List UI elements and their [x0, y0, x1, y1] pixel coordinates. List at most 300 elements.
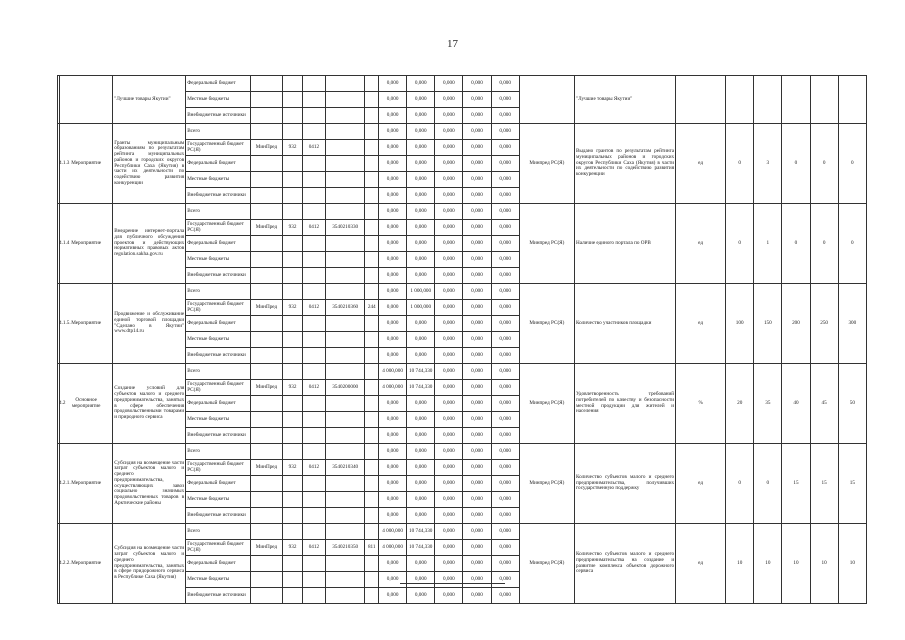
target-article-empty: [325, 476, 365, 492]
section-code-empty: [302, 428, 325, 444]
admin-code-empty: [283, 188, 303, 204]
footnote-separator: [400, 583, 505, 584]
funding-value: 0,000: [435, 444, 463, 460]
funding-value: 0,000: [435, 284, 463, 300]
section-code: 0412: [302, 300, 325, 316]
responsible: Минпред РС(Я): [519, 124, 574, 204]
expense-type-empty: [365, 588, 379, 604]
admin-code-empty: [283, 252, 303, 268]
funding-value: 0,000: [379, 316, 407, 332]
section-code: 0412: [302, 460, 325, 476]
funding-value: 0,000: [407, 252, 435, 268]
activity-name: Субсидия на возмещение части затрат субъектов малого и среднего предпринимательства, занятых в сфере придорожного сервиса в Республике Саха (Якутия): [113, 524, 186, 604]
funding-value: 0,000: [435, 252, 463, 268]
funding-value: 0,000: [491, 444, 519, 460]
funding-value: 0,000: [491, 156, 519, 172]
executor-empty: [250, 572, 282, 588]
admin-code-empty: [283, 588, 303, 604]
funding-value: 0,000: [491, 380, 519, 396]
admin-code-empty: [283, 332, 303, 348]
expense-type: 244: [365, 300, 379, 316]
executor-empty: [250, 524, 282, 540]
expense-type-empty: [365, 396, 379, 412]
funding-value: 0,000: [463, 364, 491, 380]
funding-value: 0,000: [463, 380, 491, 396]
expense-type-empty: [365, 188, 379, 204]
indicator-name: Наличие единого портала по ОРВ: [574, 204, 675, 284]
program-table: [57, 75, 867, 604]
executor-empty: [250, 476, 282, 492]
section-code-empty: [302, 492, 325, 508]
target-article-empty: [325, 172, 365, 188]
target-article-empty: [325, 524, 365, 540]
section-code-empty: [302, 316, 325, 332]
target-article: [325, 76, 365, 92]
funding-value: 0,000: [435, 380, 463, 396]
funding-value: 4 000,000: [379, 540, 407, 556]
funding-source: Федеральный бюджет: [186, 156, 251, 172]
funding-value: 0,000: [435, 364, 463, 380]
funding-value: 0,000: [379, 284, 407, 300]
funding-value: 0,000: [379, 396, 407, 412]
funding-source: Всего: [186, 204, 251, 220]
funding-value: 0,000: [379, 188, 407, 204]
target-article-empty: [325, 268, 365, 284]
funding-value: 0,000: [379, 76, 407, 92]
indicator-value: 1: [754, 204, 782, 284]
funding-value: 0,000: [463, 124, 491, 140]
section-code-empty: [302, 204, 325, 220]
indicator-unit: %: [676, 364, 726, 444]
executor-empty: [250, 188, 282, 204]
funding-source: Федеральный бюджет: [186, 236, 251, 252]
admin-code-empty: [283, 556, 303, 572]
funding-value: 0,000: [435, 140, 463, 156]
expense-type: [365, 92, 379, 108]
funding-value: 0,000: [491, 364, 519, 380]
expense-type-empty: [365, 524, 379, 540]
indicator-value: 0: [810, 204, 838, 284]
expense-type-empty: [365, 492, 379, 508]
section-code-empty: [302, 348, 325, 364]
admin-code-empty: [283, 156, 303, 172]
indicator-value: 300: [838, 284, 866, 364]
funding-value: 0,000: [379, 332, 407, 348]
expense-type-empty: [365, 412, 379, 428]
section-code: 0412: [302, 220, 325, 236]
funding-value: 0,000: [463, 172, 491, 188]
indicator-value: [838, 76, 866, 124]
funding-value: 0,000: [491, 172, 519, 188]
section-code-empty: [302, 188, 325, 204]
admin-code-empty: [283, 524, 303, 540]
target-article-empty: [325, 396, 365, 412]
funding-value: 0,000: [435, 332, 463, 348]
target-article-empty: [325, 156, 365, 172]
target-article-empty: [325, 364, 365, 380]
responsible: Минпред РС(Я): [519, 524, 574, 604]
indicator-value: 10: [810, 524, 838, 604]
target-article: 3540210350: [325, 540, 365, 556]
funding-value: 0,000: [435, 236, 463, 252]
funding-value: 0,000: [491, 428, 519, 444]
funding-value: 0,000: [463, 92, 491, 108]
funding-value: 0,000: [435, 316, 463, 332]
funding-value: 0,000: [407, 428, 435, 444]
funding-value: 0,000: [463, 284, 491, 300]
funding-value: 0,000: [491, 460, 519, 476]
responsible: Минпред РС(Я): [519, 204, 574, 284]
admin-code-empty: [283, 412, 303, 428]
row-number: 4.2.1.: [58, 444, 60, 524]
funding-source: Местные бюджеты: [186, 572, 251, 588]
funding-value: 0,000: [463, 588, 491, 604]
indicator-name: Количество участников площадки: [574, 284, 675, 364]
expense-type-empty: [365, 156, 379, 172]
target-article: [325, 140, 365, 156]
funding-value: 0,000: [435, 396, 463, 412]
executor: МинПред: [250, 300, 282, 316]
funding-value: 0,000: [435, 556, 463, 572]
expense-type-empty: [365, 508, 379, 524]
admin-code-empty: [283, 396, 303, 412]
funding-source: Всего: [186, 364, 251, 380]
funding-value: 0,000: [407, 108, 435, 124]
admin-code: 932: [283, 540, 303, 556]
expense-type-empty: [365, 108, 379, 124]
expense-type-empty: [365, 556, 379, 572]
indicator-value: 10: [754, 524, 782, 604]
funding-value: 0,000: [379, 124, 407, 140]
funding-value: 0,000: [407, 92, 435, 108]
section-code-empty: [302, 108, 325, 124]
target-article-empty: [325, 412, 365, 428]
admin-code-empty: [283, 428, 303, 444]
admin-code-empty: [283, 476, 303, 492]
admin-code-empty: [283, 364, 303, 380]
activity-name: "Лучшие товары Якутии": [113, 76, 186, 124]
funding-value: 0,000: [491, 92, 519, 108]
funding-value: 0,000: [379, 236, 407, 252]
funding-source: Государственный бюджет РС(Я): [186, 220, 251, 236]
funding-source: Внебюджетные источники: [186, 188, 251, 204]
expense-type-empty: [365, 476, 379, 492]
target-article-empty: [325, 188, 365, 204]
target-article-empty: [325, 428, 365, 444]
indicator-value: 250: [810, 284, 838, 364]
indicator-value: 15: [838, 444, 866, 524]
funding-source: Местные бюджеты: [186, 252, 251, 268]
row-type: Мероприятие: [60, 444, 113, 524]
section-code: 0412: [302, 540, 325, 556]
section-code-empty: [302, 124, 325, 140]
funding-value: 0,000: [435, 492, 463, 508]
funding-value: 0,000: [379, 300, 407, 316]
funding-source: Внебюджетные источники: [186, 588, 251, 604]
funding-value: 0,000: [435, 348, 463, 364]
funding-value: 0,000: [463, 492, 491, 508]
funding-value: 0,000: [407, 492, 435, 508]
funding-value: 0,000: [435, 156, 463, 172]
funding-value: 4 000,000: [379, 364, 407, 380]
indicator-value: 0: [782, 124, 810, 204]
executor-empty: [250, 492, 282, 508]
funding-value: 0,000: [407, 332, 435, 348]
indicator-value: 150: [754, 284, 782, 364]
executor: [250, 76, 282, 92]
funding-value: 10 744,330: [407, 364, 435, 380]
section-code: [302, 92, 325, 108]
indicator-value: 45: [810, 364, 838, 444]
indicator-value: 0: [726, 444, 754, 524]
indicator-unit: [676, 76, 726, 124]
funding-value: 0,000: [463, 252, 491, 268]
section-code-empty: [302, 156, 325, 172]
section-code-empty: [302, 268, 325, 284]
indicator-value: 20: [726, 364, 754, 444]
funding-value: 10 744,330: [407, 540, 435, 556]
funding-value: 0,000: [463, 524, 491, 540]
admin-code-empty: [283, 124, 303, 140]
funding-value: 0,000: [407, 460, 435, 476]
executor-empty: [250, 204, 282, 220]
expense-type-empty: [365, 428, 379, 444]
executor: [250, 92, 282, 108]
expense-type: [365, 380, 379, 396]
indicator-value: [810, 76, 838, 124]
indicator-unit: ед: [676, 284, 726, 364]
funding-value: 0,000: [407, 236, 435, 252]
funding-value: 0,000: [407, 588, 435, 604]
section-code-empty: [302, 476, 325, 492]
indicator-value: 50: [838, 364, 866, 444]
section-code-empty: [302, 412, 325, 428]
funding-value: 0,000: [407, 76, 435, 92]
table-row: [58, 124, 867, 140]
indicator-value: 10: [838, 524, 866, 604]
target-article-empty: [325, 508, 365, 524]
funding-source: Внебюджетные источники: [186, 348, 251, 364]
executor: МинПред: [250, 380, 282, 396]
row-type: Мероприятие: [60, 524, 113, 604]
funding-value: 10 744,330: [407, 524, 435, 540]
activity-name: Создание условий для субъектов малого и среднего предпринимательства, занятых в сфере обеспечения продовольственными товарами и природного сервиса: [113, 364, 186, 444]
funding-value: 0,000: [435, 220, 463, 236]
funding-value: 4 000,000: [379, 380, 407, 396]
funding-value: 0,000: [491, 236, 519, 252]
funding-value: 0,000: [435, 476, 463, 492]
row-type: Мероприятие: [60, 284, 113, 364]
executor-empty: [250, 348, 282, 364]
funding-value: 0,000: [407, 316, 435, 332]
target-article-empty: [325, 332, 365, 348]
funding-value: 0,000: [435, 188, 463, 204]
expense-type-empty: [365, 252, 379, 268]
funding-source: Государственный бюджет РС(Я): [186, 300, 251, 316]
section-code: 0412: [302, 380, 325, 396]
expense-type: [365, 220, 379, 236]
executor-empty: [250, 364, 282, 380]
section-code-empty: [302, 284, 325, 300]
section-code-empty: [302, 508, 325, 524]
executor: МинПред: [250, 220, 282, 236]
indicator-value: 0: [782, 204, 810, 284]
admin-code-empty: [283, 236, 303, 252]
indicator-unit: ед: [676, 524, 726, 604]
funding-value: 0,000: [491, 540, 519, 556]
expense-type-empty: [365, 348, 379, 364]
indicator-name: Количество субъектов малого и среднего предпринимательства, получивших государственную поддержку: [574, 444, 675, 524]
funding-value: 0,000: [463, 412, 491, 428]
indicator-unit: ед: [676, 444, 726, 524]
funding-value: 0,000: [379, 172, 407, 188]
target-article: 3540210340: [325, 460, 365, 476]
target-article-empty: [325, 284, 365, 300]
funding-value: 0,000: [435, 524, 463, 540]
indicator-value: 0: [726, 124, 754, 204]
indicator-value: 15: [782, 444, 810, 524]
expense-type-empty: [365, 236, 379, 252]
expense-type-empty: [365, 124, 379, 140]
executor-empty: [250, 108, 282, 124]
funding-value: 0,000: [407, 172, 435, 188]
funding-source: Федеральный бюджет: [186, 316, 251, 332]
funding-source: Местные бюджеты: [186, 172, 251, 188]
expense-type: [365, 460, 379, 476]
target-article-empty: [325, 316, 365, 332]
admin-code: 932: [283, 380, 303, 396]
funding-value: 0,000: [407, 476, 435, 492]
section-code-empty: [302, 252, 325, 268]
target-article-empty: [325, 588, 365, 604]
funding-value: 0,000: [379, 412, 407, 428]
funding-value: 0,000: [435, 460, 463, 476]
funding-value: 0,000: [463, 540, 491, 556]
funding-value: 0,000: [491, 412, 519, 428]
section-code-empty: [302, 364, 325, 380]
executor: МинПред: [250, 140, 282, 156]
funding-source: Местные бюджеты: [186, 332, 251, 348]
section-code-empty: [302, 524, 325, 540]
funding-value: 0,000: [379, 156, 407, 172]
funding-value: 0,000: [491, 492, 519, 508]
row-number: 4.2.2.: [58, 524, 60, 604]
funding-value: 0,000: [407, 508, 435, 524]
section-code-empty: [302, 588, 325, 604]
indicator-value: 10: [782, 524, 810, 604]
funding-source: Всего: [186, 444, 251, 460]
funding-value: 0,000: [379, 588, 407, 604]
funding-value: 0,000: [463, 348, 491, 364]
activity-name: Продвижение и обслуживание единой торговой площадки "Сделано в Якутии" www.dtp14.ru: [113, 284, 186, 364]
funding-value: 0,000: [463, 220, 491, 236]
indicator-value: 40: [782, 364, 810, 444]
admin-code-empty: [283, 316, 303, 332]
expense-type: [365, 140, 379, 156]
funding-value: 0,000: [407, 140, 435, 156]
funding-value: 0,000: [463, 108, 491, 124]
executor-empty: [250, 316, 282, 332]
funding-value: 0,000: [407, 556, 435, 572]
target-article: 3540210330: [325, 220, 365, 236]
admin-code-empty: [283, 284, 303, 300]
indicator-name: Выдано грантов по результатам рейтинга муниципальных районов и городских округов Республики Саха (Якутия) в части их деятельности по содействию развития конкуренции: [574, 124, 675, 204]
funding-value: 0,000: [435, 76, 463, 92]
responsible: [519, 76, 574, 124]
funding-value: 0,000: [463, 316, 491, 332]
section-code-empty: [302, 444, 325, 460]
section-code: 0412: [302, 140, 325, 156]
expense-type-empty: [365, 204, 379, 220]
funding-source: Федеральный бюджет: [186, 556, 251, 572]
responsible: Минпред РС(Я): [519, 284, 574, 364]
expense-type-empty: [365, 172, 379, 188]
row-number: 4.2: [58, 364, 60, 444]
funding-value: 0,000: [407, 220, 435, 236]
funding-value: 0,000: [463, 428, 491, 444]
indicator-name: "Лучшие товары Якутии": [574, 76, 675, 124]
expense-type-empty: [365, 284, 379, 300]
indicator-name: Удовлетворенность требований потребителей по качеству и безопасности местной продукции для жителей и населения: [574, 364, 675, 444]
executor-empty: [250, 332, 282, 348]
funding-value: 0,000: [463, 572, 491, 588]
executor-empty: [250, 236, 282, 252]
funding-value: 0,000: [491, 556, 519, 572]
funding-source: Всего: [186, 284, 251, 300]
indicator-value: 0: [838, 204, 866, 284]
indicator-value: [726, 76, 754, 124]
executor-empty: [250, 508, 282, 524]
activity-name: Гранты муниципальным образованиям по результатам рейтинга муниципальных районов и городских округов Республики Саха (Якутия) в части их деятельности по содействию развития конкуренции: [113, 124, 186, 204]
funding-value: 0,000: [379, 348, 407, 364]
row-type: Основное мероприятие: [60, 364, 113, 444]
row-number: 4.1.5.: [58, 284, 60, 364]
target-article-empty: [325, 444, 365, 460]
funding-value: 0,000: [435, 92, 463, 108]
indicator-value: 15: [810, 444, 838, 524]
executor: МинПред: [250, 540, 282, 556]
expense-type-empty: [365, 364, 379, 380]
funding-value: 0,000: [435, 300, 463, 316]
funding-value: 0,000: [491, 524, 519, 540]
target-article-empty: [325, 556, 365, 572]
funding-value: 0,000: [491, 204, 519, 220]
funding-value: 0,000: [491, 268, 519, 284]
expense-type-empty: [365, 444, 379, 460]
funding-source: Внебюджетные источники: [186, 268, 251, 284]
target-article: 3540200000: [325, 380, 365, 396]
funding-value: 0,000: [463, 476, 491, 492]
funding-value: 0,000: [463, 508, 491, 524]
funding-value: 0,000: [491, 508, 519, 524]
funding-value: 0,000: [407, 188, 435, 204]
admin-code-empty: [283, 492, 303, 508]
indicator-value: 10: [726, 524, 754, 604]
indicator-value: [754, 76, 782, 124]
indicator-value: 3: [754, 124, 782, 204]
funding-value: 0,000: [491, 188, 519, 204]
admin-code-empty: [283, 268, 303, 284]
funding-value: 0,000: [463, 236, 491, 252]
funding-value: 0,000: [407, 124, 435, 140]
executor-empty: [250, 268, 282, 284]
target-article-empty: [325, 236, 365, 252]
funding-value: 0,000: [491, 316, 519, 332]
executor-empty: [250, 172, 282, 188]
funding-value: 0,000: [491, 588, 519, 604]
funding-value: 0,000: [491, 332, 519, 348]
funding-value: 0,000: [463, 300, 491, 316]
